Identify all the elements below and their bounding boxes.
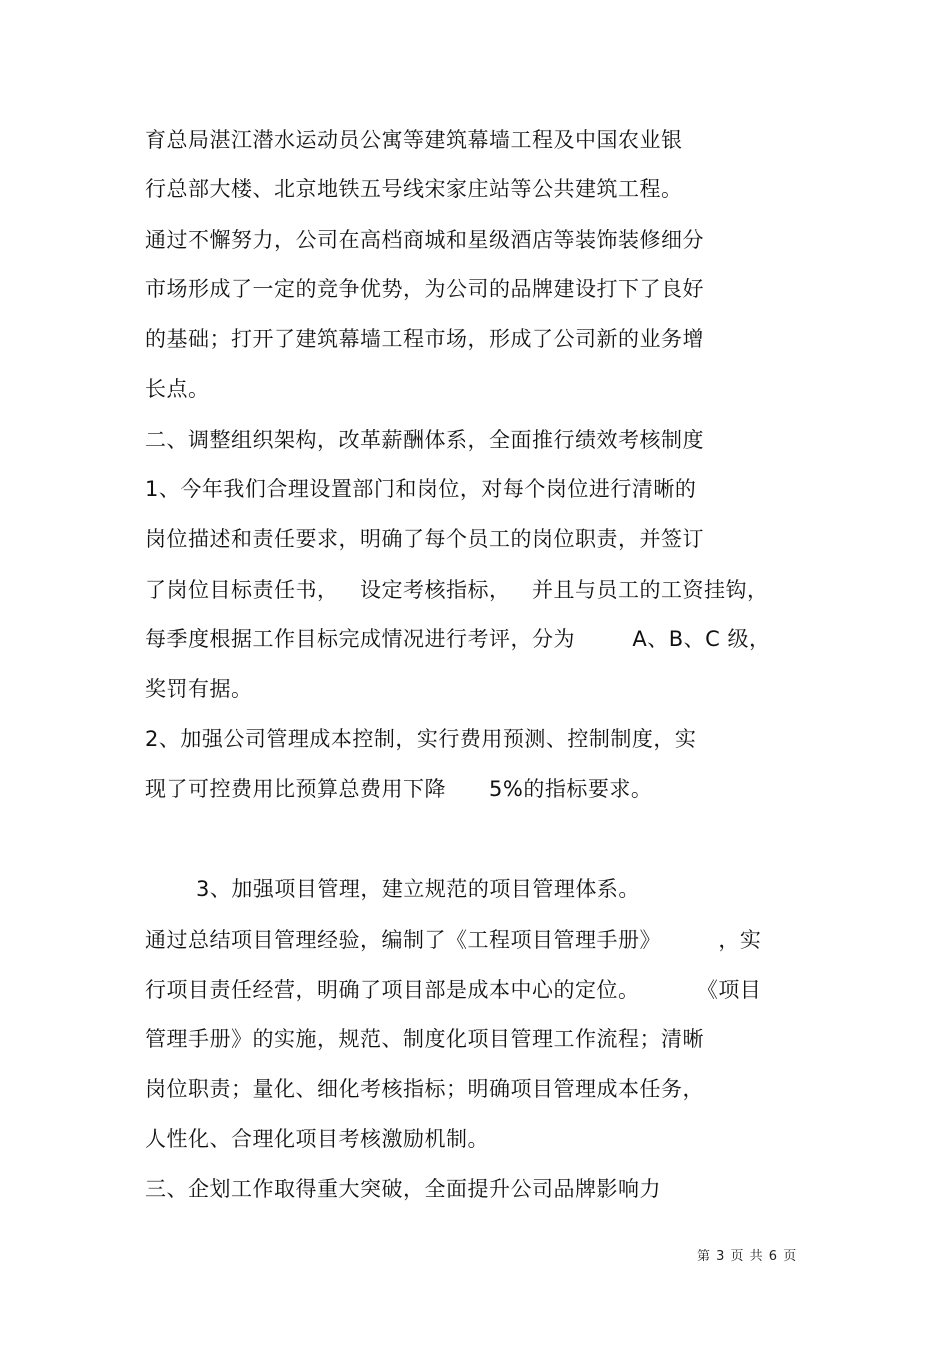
page-number-footer: 第 3 页 共 6 页 — [697, 1249, 798, 1264]
text-line: 了岗位目标责任书， 设定考核指标， 并且与员工的工资挂钩， — [145, 578, 769, 602]
text-line: 长点。 — [145, 377, 210, 401]
text-line: 岗位职责；量化、细化考核指标；明确项目管理成本任务， — [145, 1077, 704, 1101]
text-line: 1、今年我们合理设置部门和岗位，对每个岗位进行清晰的 — [145, 477, 697, 501]
section-heading: 二、调整组织架构，改革薪酬体系，全面推行绩效考核制度 — [145, 428, 704, 452]
text-line: 通过总结项目管理经验，编制了《工程项目管理手册》 ，实 — [145, 928, 762, 952]
text-line: 通过不懈努力，公司在高档商城和星级酒店等装饰装修细分 — [145, 228, 704, 252]
section-heading: 三、企划工作取得重大突破，全面提升公司品牌影响力 — [145, 1177, 661, 1201]
text-line: 现了可控费用比预算总费用下降 5%的指标要求。 — [145, 777, 653, 801]
text-line: 行总部大楼、北京地铁五号线宋家庄站等公共建筑工程。 — [145, 177, 683, 201]
text-line: 每季度根据工作目标完成情况进行考评，分为 A、B、C 级， — [145, 627, 771, 651]
text-line: 市场形成了一定的竞争优势，为公司的品牌建设打下了良好 — [145, 277, 704, 301]
text-line: 行项目责任经营，明确了项目部是成本中心的定位。 《项目 — [145, 978, 762, 1002]
text-line: 管理手册》的实施，规范、制度化项目管理工作流程；清晰 — [145, 1027, 704, 1051]
text-line: 的基础；打开了建筑幕墙工程市场，形成了公司新的业务增 — [145, 327, 704, 351]
text-line: 2、加强公司管理成本控制，实行费用预测、控制制度，实 — [145, 727, 697, 751]
text-line: 3、加强项目管理，建立规范的项目管理体系。 — [196, 877, 640, 901]
text-line: 人性化、合理化项目考核激励机制。 — [145, 1127, 489, 1151]
text-line: 奖罚有据。 — [145, 677, 253, 701]
text-line: 育总局湛江潜水运动员公寓等建筑幕墙工程及中国农业银 — [145, 128, 683, 152]
text-line: 岗位描述和责任要求，明确了每个员工的岗位职责，并签订 — [145, 527, 704, 551]
